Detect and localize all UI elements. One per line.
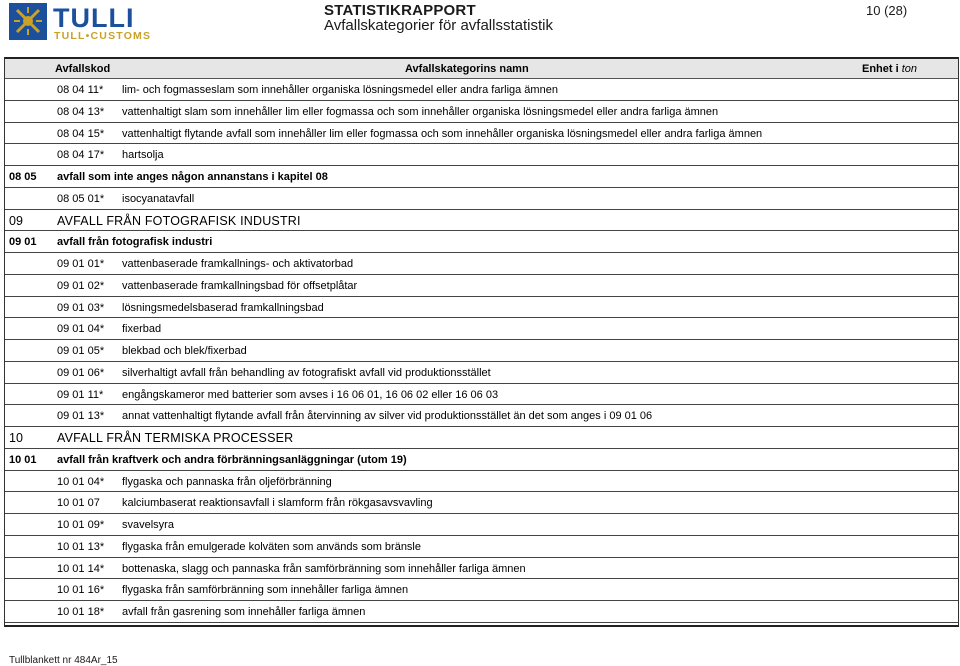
waste-code: 09 01 01* — [57, 258, 105, 270]
tulli-logo — [9, 2, 195, 42]
waste-code: 09 01 13* — [57, 410, 105, 423]
table-row — [5, 101, 958, 123]
waste-code: 09 — [9, 213, 23, 228]
waste-code: 08 04 11* — [57, 84, 104, 96]
table-row — [5, 471, 958, 493]
page-header — [0, 0, 960, 56]
table-row — [5, 405, 958, 427]
waste-code: 10 01 14* — [57, 562, 105, 575]
subchapter-row — [5, 231, 958, 253]
waste-code: 09 01 02* — [57, 279, 105, 292]
waste-category-name: flygaska från emulgerade kolväten som används som bränsle — [122, 540, 421, 553]
waste-category-name: avfall som inte anges någon annanstans i kapitel 08 — [57, 171, 328, 183]
table-row — [5, 601, 958, 623]
waste-category-name: engångskameror med batterier som avses i 16 06 01, 16 06 02 eller 16 06 03 — [122, 388, 499, 401]
table-row — [5, 579, 958, 601]
waste-category-name: kalciumbaserat reaktionsavfall i slamform från rökgasavsvavling — [122, 497, 433, 510]
table-row — [5, 297, 958, 319]
waste-category-name: avfall från fotografisk industri — [57, 236, 213, 249]
subchapter-row — [5, 449, 958, 471]
unit-label: Enhet i — [862, 63, 899, 75]
table-row — [5, 362, 958, 384]
table-row — [5, 384, 958, 406]
waste-category-name: avfall från kraftverk och andra förbränningsanläggningar (utom 19) — [57, 453, 407, 466]
waste-category-name: flygaska från samförbränning som innehåller farliga ämnen — [122, 584, 409, 597]
waste-category-name: AVFALL FRÅN FOTOGRAFISK INDUSTRI — [57, 213, 301, 228]
waste-category-name: lösningsmedelsbaserad framkallningsbad — [122, 301, 324, 314]
waste-code: 10 — [9, 431, 23, 445]
waste-category-table — [4, 57, 959, 627]
table-row — [5, 340, 958, 362]
waste-code: 09 01 04* — [57, 323, 105, 336]
waste-code: 10 01 — [9, 453, 37, 466]
waste-category-name: hartsolja — [122, 149, 164, 162]
waste-category-name: svavelsyra — [122, 519, 174, 531]
waste-code: 09 01 11* — [57, 388, 104, 401]
report-title: STATISTIKRAPPORT — [324, 2, 476, 19]
waste-code: 08 05 01* — [57, 192, 105, 205]
waste-category-name: vattenbaserade framkallningsbad för offsetplåtar — [122, 279, 358, 292]
waste-code: 08 04 15* — [57, 127, 105, 140]
waste-category-name: blekbad och blek/fixerbad — [122, 345, 247, 357]
table-row — [5, 188, 958, 210]
logo-emblem-icon — [14, 7, 42, 35]
table-row — [5, 275, 958, 297]
subchapter-row — [5, 166, 958, 188]
waste-category-name: silverhaltigt avfall från behandling av fotografiskt avfall vid produktionsstället — [122, 366, 491, 379]
waste-category-name: avfall från gasrening som innehåller farliga ämnen — [122, 606, 366, 618]
chapter-row — [5, 427, 958, 449]
waste-code: 08 04 13* — [57, 105, 105, 118]
unit-value: ton — [901, 63, 918, 75]
waste-code: 10 01 18* — [57, 606, 105, 618]
table-row — [5, 79, 958, 101]
column-header-name: Avfallskategorins namn — [405, 63, 529, 75]
table-header — [5, 59, 958, 79]
table-row — [5, 318, 958, 340]
waste-category-name: lim- och fogmasseslam som innehåller organiska lösningsmedel eller andra farliga ämnen — [122, 84, 558, 96]
table-row — [5, 558, 958, 580]
table-row — [5, 514, 958, 536]
waste-category-name: flygaska och pannaska från oljeförbränning — [122, 475, 332, 488]
waste-code: 10 01 07 — [57, 497, 100, 510]
logo-wordmark: TULLI — [53, 3, 135, 33]
waste-code: 08 04 17* — [57, 149, 105, 162]
waste-code: 10 01 13* — [57, 540, 105, 553]
waste-category-name: vattenbaserade framkallnings- och aktivatorbad — [122, 258, 354, 270]
table-row — [5, 492, 958, 514]
column-header-unit — [862, 63, 917, 75]
waste-code: 09 01 — [9, 236, 37, 249]
waste-code: 10 01 09* — [57, 519, 105, 531]
form-id: Tullblankett nr 484Ar_15 — [9, 655, 118, 666]
page-number: 10 (28) — [866, 3, 908, 18]
waste-code: 10 01 16* — [57, 584, 105, 597]
column-header-code: Avfallskod — [55, 63, 111, 75]
waste-category-name: vattenhaltigt flytande avfall som innehåller lim eller fogmassa och som innehåller organiska lösningsmedel eller andra farliga ämnen — [122, 127, 763, 140]
waste-code: 10 01 04* — [57, 475, 105, 488]
waste-category-name: vattenhaltigt slam som innehåller lim eller fogmassa och som innehåller organiska lösningsmedel eller andra farliga ämnen — [122, 105, 719, 118]
waste-category-name: annat vattenhaltigt flytande avfall från återvinning av silver vid produktionsstället än det som anges i 09 01 06 — [122, 410, 653, 423]
report-subtitle: Avfallskategorier för avfallsstatistik — [324, 17, 553, 34]
table-row — [5, 144, 958, 166]
waste-category-name: fixerbad — [122, 323, 162, 336]
waste-code: 09 01 03* — [57, 301, 105, 314]
waste-category-name: AVFALL FRÅN TERMISKA PROCESSER — [57, 431, 294, 445]
table-row — [5, 536, 958, 558]
table-row — [5, 123, 958, 145]
logo-subtext: TULL•CUSTOMS — [54, 30, 152, 42]
waste-code: 09 01 06* — [57, 366, 105, 379]
waste-category-name: isocyanatavfall — [122, 192, 195, 205]
waste-code: 08 05 — [9, 171, 37, 183]
waste-code: 09 01 05* — [57, 345, 105, 357]
waste-category-name: bottenaska, slagg och pannaska från samförbränning som innehåller farliga ämnen — [122, 562, 526, 575]
table-row — [5, 253, 958, 275]
chapter-row — [5, 210, 958, 232]
